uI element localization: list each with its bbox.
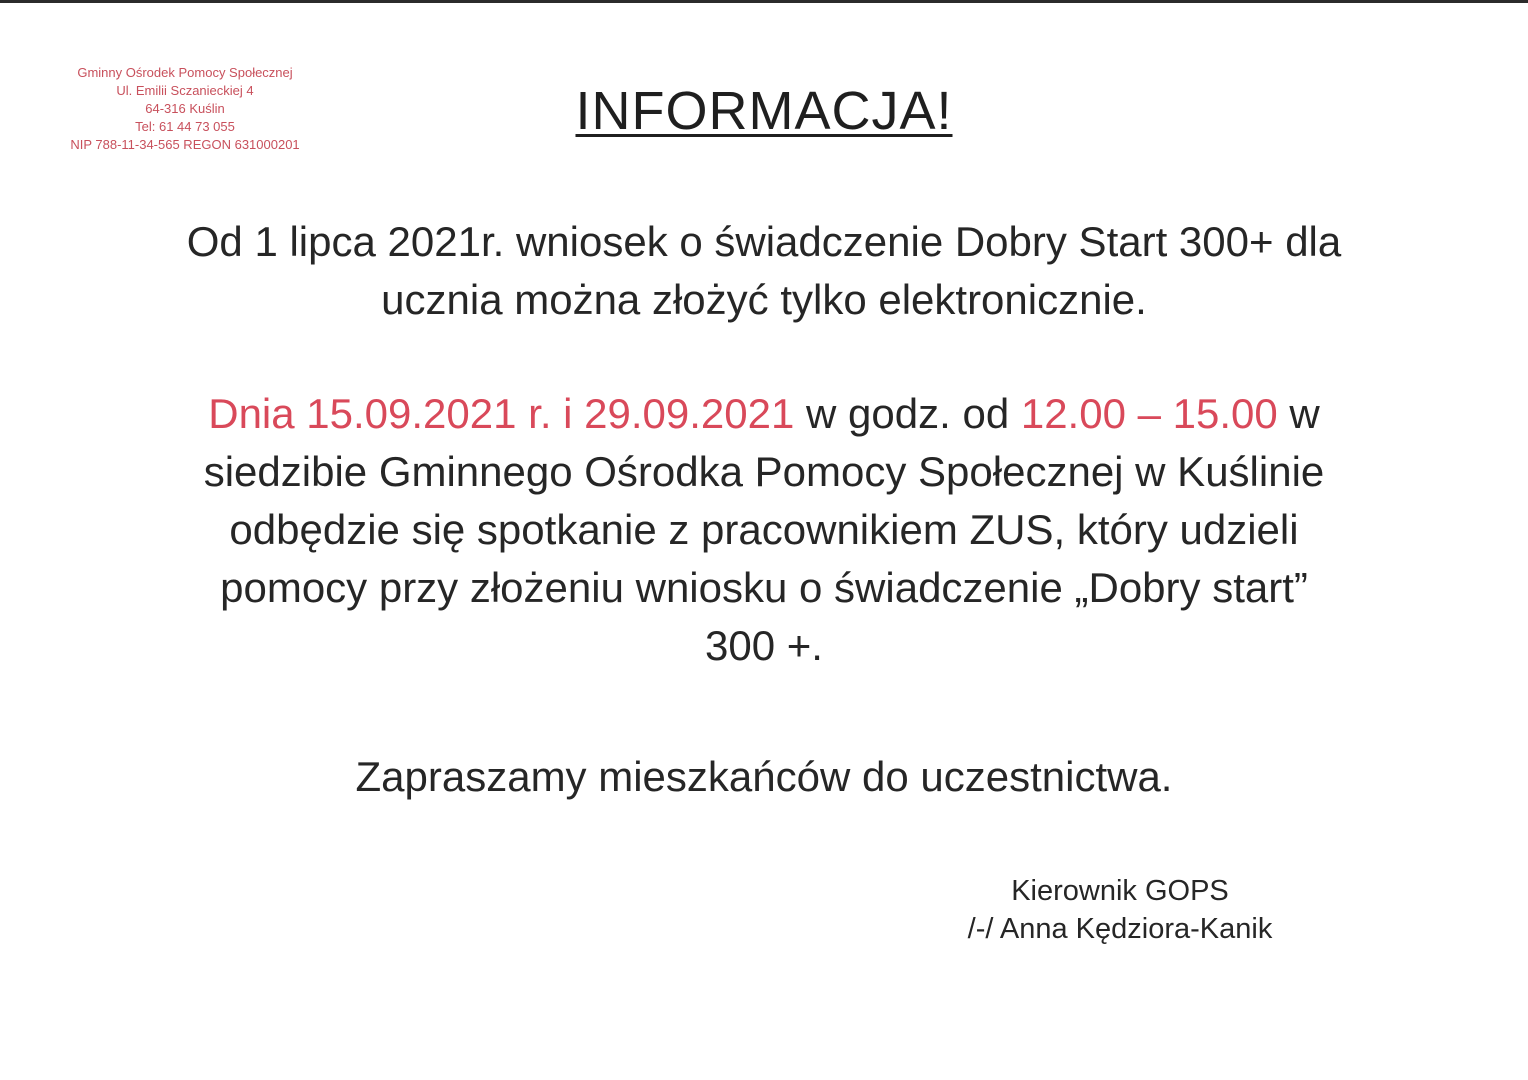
- paragraph2-line1: [0, 385, 1528, 443]
- meeting-dates: Dnia 15.09.2021 r. i 29.09.2021: [208, 390, 795, 437]
- paragraph2-line4: pomocy przy złożeniu wniosku o świadczenie „Dobry start”: [220, 564, 1308, 611]
- paragraph1-line1: Od 1 lipca 2021r. wniosek o świadczenie Dobry Start 300+ dla: [186, 218, 1342, 265]
- page-title: [0, 80, 1528, 142]
- paragraph-electronic-application: [0, 213, 1528, 329]
- meeting-line1-suffix: w: [1277, 390, 1320, 437]
- scan-top-border: [0, 0, 1528, 3]
- meeting-hours: 12.00 – 15.00: [1020, 390, 1278, 437]
- stamp-line-street: Ul. Emilii Sczanieckiej 4: [116, 83, 254, 98]
- signature-role: Kierownik GOPS: [1011, 875, 1229, 907]
- invitation-text: Zapraszamy mieszkańców do uczestnictwa.: [355, 753, 1173, 800]
- paragraph2-line5: 300 +.: [705, 622, 823, 669]
- paragraph2-line2: siedzibie Gminnego Ośrodka Pomocy Społecznej w Kuślinie: [203, 448, 1325, 495]
- paragraph1-line2: ucznia można złożyć tylko elektronicznie.: [381, 276, 1147, 323]
- page-title-text: INFORMACJA!: [575, 81, 953, 141]
- meeting-hours-prefix: w godz. od: [794, 390, 1021, 437]
- stamp-line-name: Gminny Ośrodek Pomocy Społecznej: [77, 65, 293, 80]
- signature-block: [935, 872, 1305, 948]
- paragraph-meeting-info: [0, 385, 1528, 675]
- stamp-line-postcode: 64-316 Kuślin: [145, 101, 225, 116]
- stamp-line-tax-ids: NIP 788-11-34-565 REGON 631000201: [70, 137, 300, 152]
- paragraph2-line3: odbędzie się spotkanie z pracownikiem ZUS, który udzieli: [229, 506, 1299, 553]
- paragraph-invitation: [0, 748, 1528, 806]
- signature-name: /-/ Anna Kędziora-Kanik: [967, 913, 1273, 945]
- stamp-line-phone: Tel: 61 44 73 055: [135, 119, 235, 134]
